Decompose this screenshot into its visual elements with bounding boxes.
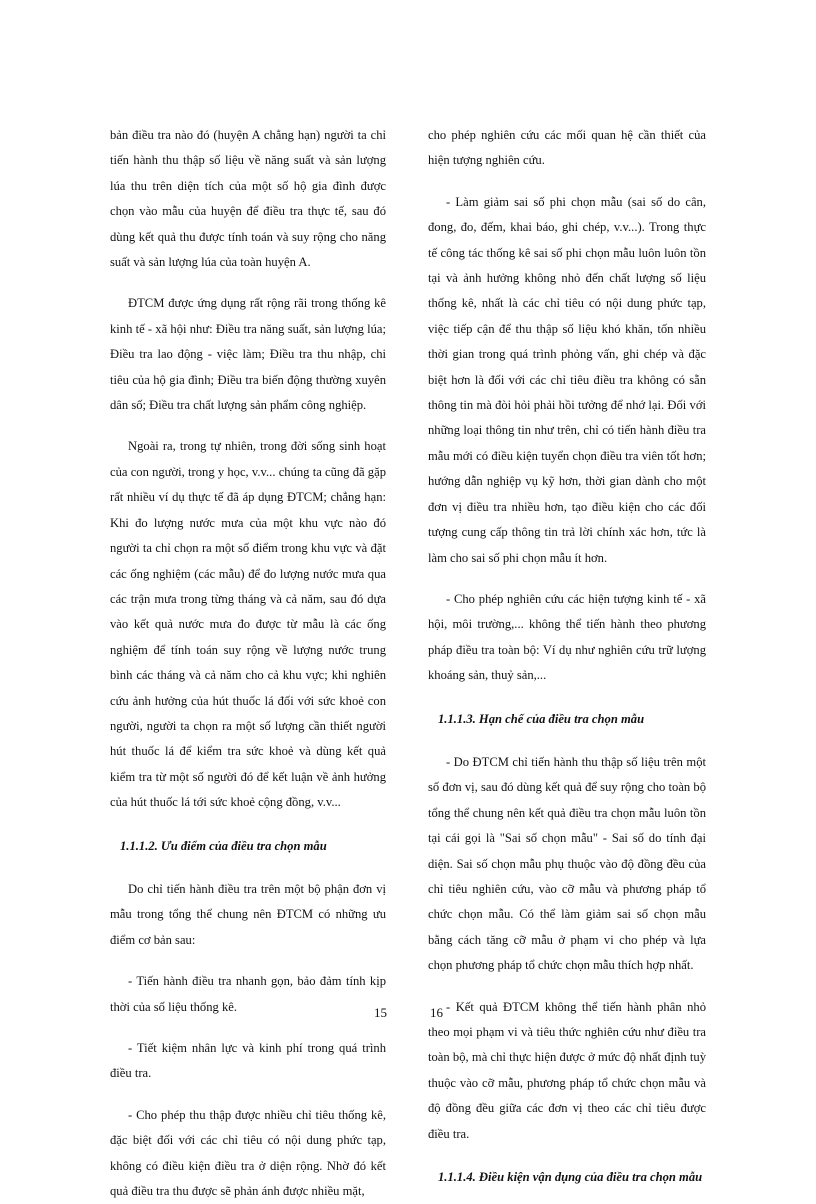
left-paragraph: ĐTCM được ứng dụng rất rộng rãi trong thống kê kinh tế - xã hội như: Điều tra năng suất, sản lượng lúa; Điều tra lao động - việc làm; Điều tra thu nhập, chi tiêu của hộ gia đình; Điều tra biến động thường xuyên dân số; Điều tra chất lượng sản phẩm công nghiệp.	[110, 296, 386, 413]
right-bullet-paragraph: - Kết quả ĐTCM không thể tiến hành phân nhỏ theo mọi phạm vi và tiêu thức nghiên cứu như điều tra toàn bộ, mà chỉ thực hiện được ở mức độ nhất định tuỳ thuộc vào cỡ mẫu, phương pháp tổ chức chọn mẫu và độ đồng đều giữa các đơn vị theo các chỉ tiêu được điều tra.	[428, 999, 706, 1141]
right-bullet-paragraph: - Do ĐTCM chỉ tiến hành thu thập số liệu trên một số đơn vị, sau đó dùng kết quả để suy rộng cho toàn bộ tổng thể chung nên kết quả điều tra chọn mẫu luôn tồn tại cái gọi là "Sai số chọn mẫu" - Sai số do tính đại diện. Sai số chọn mẫu phụ thuộc vào độ đồng đều của chỉ tiêu nghiên cứu, vào cỡ mẫu và phương pháp tổ chức chọn mẫu. Có thể làm giảm sai số chọn mẫu bằng cách tăng cỡ mẫu ở phạm vi cho phép và lựa chọn phương pháp tổ chức chọn mẫu thích hợp nhất.	[428, 754, 706, 973]
section-heading-conditions: 1.1.1.4. Điều kiện vận dụng của điều tra chọn mẫu	[438, 1170, 703, 1185]
left-paragraph: Do chỉ tiến hành điều tra trên một bộ phận đơn vị mẫu trong tổng thể chung nên ĐTCM có những ưu điểm cơ bản sau:	[110, 881, 386, 947]
right-bullet-paragraph: - Làm giảm sai số phi chọn mẫu (sai số do cân, đong, đo, đếm, khai báo, ghi chép, v.v...). Trong thực tế công tác thống kê sai số phi chọn mẫu luôn luôn tồn tại và ảnh hưởng không nhỏ đến chất lượng số liệu thống kê, nhất là các chỉ tiêu có nội dung phức tạp, việc tiếp cận để thu thập số liệu khó khăn, tốn nhiều thời gian trong quá trình phỏng vấn, ghi chép và đặc biệt hơn là đối với các chỉ tiêu điều tra không có sẵn thông tin mà đòi hỏi phải hồi tưởng để nhớ lại. Đối với những loại thông tin như trên, chỉ có tiến hành điều tra mẫu mới có điều kiện tuyển chọn điều tra viên tốt hơn; hướng dẫn nghiệp vụ kỹ hơn, thời gian dành cho một đơn vị điều tra nhiều hơn, tạo điều kiện cho các đối tượng cung cấp thông tin trả lời chính xác hơn, tức là làm cho sai số phi chọn mẫu ít hơn.	[428, 194, 706, 565]
left-paragraph: Ngoài ra, trong tự nhiên, trong đời sống sinh hoạt của con người, trong y học, v.v... chúng ta cũng đã gặp rất nhiều ví dụ thực tế đã áp dụng ĐTCM; chẳng hạn: Khi đo lượng nước mưa của một khu vực nào đó người ta chỉ chọn ra một số điểm trong khu vực và đặt các ống nghiệm (các mẫu) để đo lượng nước mưa qua các trận mưa trong từng tháng và cả năm, sau đó dựa vào kết quả nước mưa đo được từ mẫu là các ống nghiệm để tính toán suy rộng về lượng nước trung bình các tháng và cả năm cho cả khu vực; khi nghiên cứu ảnh hưởng của hút thuốc lá đối với sức khoẻ con người, người ta chọn ra một số lượng cần thiết người hút thuốc lá để kiểm tra sức khoẻ và dùng kết quả kiểm tra từ một số người đó để kết luận về ảnh hưởng của hút thuốc lá tới sức khoẻ cộng đồng, v.v...	[110, 439, 386, 810]
section-heading-limitations: 1.1.1.3. Hạn chế của điều tra chọn mẫu	[438, 711, 645, 726]
right-page-column	[428, 123, 706, 1190]
left-bullet-paragraph: - Tiết kiệm nhân lực và kinh phí trong quá trình điều tra.	[110, 1041, 386, 1081]
page-number-right: 16	[430, 1005, 443, 1020]
left-bullet-paragraph: - Cho phép thu thập được nhiều chỉ tiêu thống kê, đặc biệt đối với các chỉ tiêu có nội dung phức tạp, không có điều kiện điều tra ở diện rộng. Nhờ đó kết quả điều tra thu được sẽ phản ánh được nhiều mặt,	[110, 1107, 386, 1199]
right-paragraph-continuation: cho phép nghiên cứu các mối quan hệ cần thiết của hiện tượng nghiên cứu.	[428, 128, 706, 168]
left-bullet-paragraph: - Tiến hành điều tra nhanh gọn, bảo đảm tính kịp thời của số liệu thống kê.	[110, 974, 386, 1014]
section-heading-advantages: 1.1.1.2. Ưu điểm của điều tra chọn mẫu	[120, 838, 327, 853]
left-page-column	[110, 123, 386, 1204]
left-paragraph-continuation: bản điều tra nào đó (huyện A chẳng hạn) người ta chỉ tiến hành thu thập số liệu về năng suất và sản lượng lúa thu trên diện tích của một số hộ gia đình được chọn vào mẫu của huyện để điều tra thực tế, sau đó dùng kết quả thu được tính toán và suy rộng cho năng suất và sản lượng lúa của toàn huyện A.	[110, 128, 386, 270]
right-bullet-paragraph: - Cho phép nghiên cứu các hiện tượng kinh tế - xã hội, môi trường,... không thể tiến hành theo phương pháp điều tra toàn bộ: Ví dụ như nghiên cứu trữ lượng khoáng sản, thuỷ sản,...	[428, 591, 706, 683]
page-number-left: 15	[374, 1005, 387, 1020]
